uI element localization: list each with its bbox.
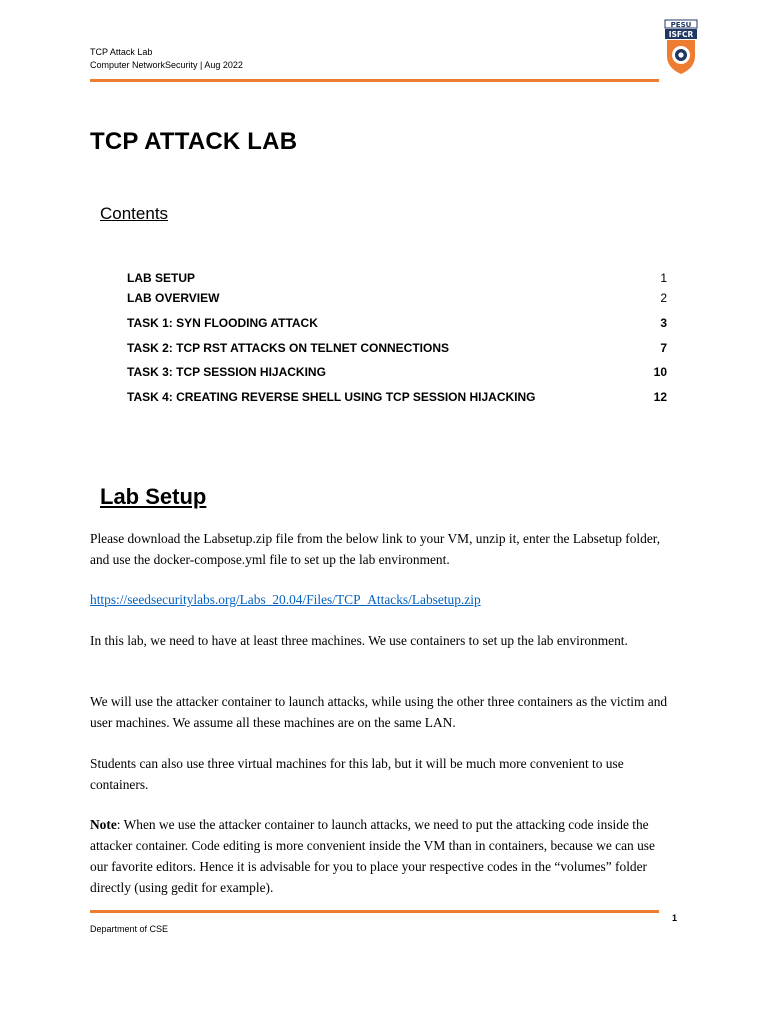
toc-entry-page: 3 bbox=[660, 316, 667, 330]
pesu-isfcr-logo bbox=[662, 18, 700, 76]
logo-main-text: ISFCR bbox=[668, 30, 694, 39]
toc-entry-page: 2 bbox=[660, 291, 667, 305]
toc-entry-label: TASK 3: TCP SESSION HIJACKING bbox=[127, 365, 326, 379]
note-text: : When we use the attacker container to launch attacks, we need to put the attacking code inside the attacker container. Code editing is more convenient inside the VM than in containers, because we can use our favorite editors. Hence it is advisable for you to place your respective codes in the “volumes” folder directly (using gedit for example). bbox=[90, 817, 655, 895]
header-rule bbox=[90, 79, 659, 82]
contents-heading: Contents bbox=[100, 204, 169, 223]
toc-entry-label: TASK 4: CREATING REVERSE SHELL USING TCP SESSION HIJACKING bbox=[127, 390, 536, 404]
toc-entry-page: 10 bbox=[653, 365, 667, 379]
document-title: TCP ATTACK LAB bbox=[90, 128, 298, 155]
toc-entry-page: 12 bbox=[653, 390, 667, 404]
logo-graphic bbox=[662, 18, 700, 76]
note-paragraph bbox=[90, 814, 676, 898]
toc-entry-label: TASK 2: TCP RST ATTACKS ON TELNET CONNECTIONS bbox=[127, 341, 450, 355]
virtual-machines-paragraph: Students can also use three virtual machines for this lab, but it will be much more convenient to use containers. bbox=[90, 756, 624, 792]
containers-paragraph: We will use the attacker container to launch attacks, while using the other three containers as the victim and user machines. We assume all these machines are on the same LAN. bbox=[90, 694, 668, 730]
toc-entry-page: 1 bbox=[660, 271, 667, 285]
note-label: Note bbox=[90, 817, 117, 832]
toc-entry-page: 7 bbox=[660, 341, 667, 355]
toc-entry-label: LAB OVERVIEW bbox=[127, 291, 220, 305]
footer-rule bbox=[90, 910, 659, 913]
toc-entry-label: TASK 1: SYN FLOODING ATTACK bbox=[127, 316, 318, 330]
header-course-info: Computer NetworkSecurity | Aug 2022 bbox=[90, 60, 243, 70]
lab-setup-paragraph: Please download the Labsetup.zip file from the below link to your VM, unzip it, enter the Labsetup folder, and use the docker-compose.yml file to set up the lab environment. bbox=[90, 531, 661, 567]
machines-paragraph: In this lab, we need to have at least three machines. We use containers to set up the lab environment. bbox=[90, 633, 628, 648]
toc-entry-label: LAB SETUP bbox=[127, 271, 196, 285]
header-doc-title: TCP Attack Lab bbox=[90, 47, 153, 57]
lab-setup-heading: Lab Setup bbox=[100, 484, 207, 509]
footer-department: Department of CSE bbox=[90, 924, 169, 934]
labsetup-download-link[interactable]: https://seedsecuritylabs.org/Labs_20.04/Files/TCP_Attacks/Labsetup.zip bbox=[90, 592, 481, 607]
logo-top-text: PESU bbox=[670, 21, 692, 29]
labsetup-download-paragraph bbox=[90, 589, 676, 610]
page-number: 1 bbox=[672, 913, 678, 923]
